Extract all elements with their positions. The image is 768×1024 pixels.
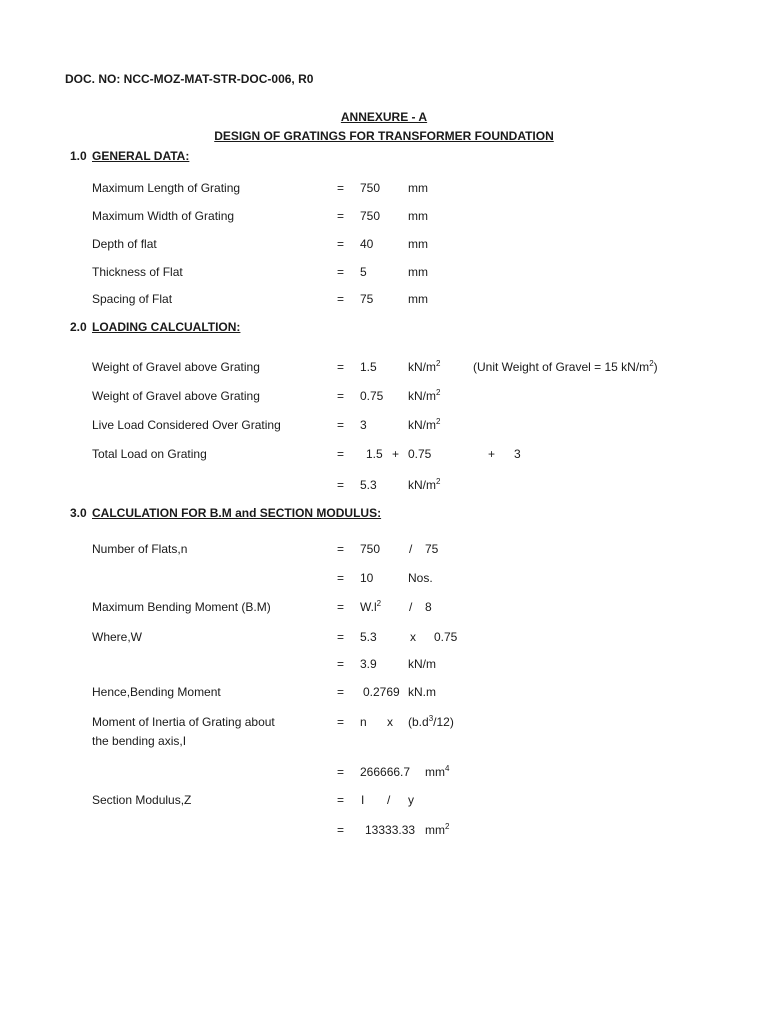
document-title: DESIGN OF GRATINGS FOR TRANSFORMER FOUNDATION [214, 129, 554, 143]
equals-sign: = [337, 657, 345, 671]
load-term: 1.5 [366, 447, 383, 461]
row-value: 3 [360, 418, 367, 432]
row-label: Live Load Considered Over Grating [92, 418, 281, 432]
document-number: DOC. NO: NCC-MOZ-MAT-STR-DOC-006, R0 [65, 72, 314, 86]
row-value: $(b.d^3/12)$ [408, 714, 454, 729]
row-unit: $kN/m^2$ [408, 477, 441, 492]
equals-sign: = [337, 715, 345, 729]
row-label: Weight of Gravel above Grating [92, 389, 260, 403]
row-value: 75 [425, 542, 439, 556]
row-value: y [408, 793, 414, 807]
plus-sign: + [488, 447, 496, 461]
row-label: Maximum Bending Moment (B.M) [92, 600, 271, 614]
row-unit: kN/m [408, 657, 436, 671]
row-value: 5 [360, 265, 367, 279]
row-label: Section Modulus,Z [92, 793, 192, 807]
row-value: n [360, 715, 367, 729]
row-unit: $kN/m^2$ [408, 359, 441, 374]
load-term: 3 [514, 447, 521, 461]
row-label: Moment of Inertia of Grating about [92, 715, 275, 729]
operator: / [409, 542, 413, 556]
equals-sign: = [337, 418, 345, 432]
load-term: 0.75 [408, 447, 432, 461]
equals-sign: = [337, 389, 345, 403]
row-label: Where,W [92, 630, 143, 644]
row-unit: Nos. [408, 571, 433, 585]
row-unit: $kN/m^2$ [408, 388, 441, 403]
row-value: 8 [425, 600, 432, 614]
section-1-number: 1.0 [70, 149, 87, 163]
row-label: the bending axis,I [92, 734, 187, 748]
equals-sign: = [337, 630, 345, 644]
row-value: I [361, 793, 365, 807]
section-2-heading: LOADING CALCUALTION: [92, 320, 241, 334]
row-unit: mm [408, 237, 428, 251]
equals-sign: = [337, 360, 345, 374]
row-unit: $kN/m^2$ [408, 417, 441, 432]
equals-sign: = [337, 265, 345, 279]
row-value: 750 [360, 181, 381, 195]
row-value: 266666.7 [360, 765, 411, 779]
row-unit: mm [408, 209, 428, 223]
equals-sign: = [337, 237, 345, 251]
section-3-number: 3.0 [70, 506, 87, 520]
row-value: 0.75 [360, 389, 384, 403]
row-unit: mm [408, 181, 428, 195]
row-label: Maximum Length of Grating [92, 181, 241, 195]
plus-sign: + [392, 447, 400, 461]
row-label: Thickness of Flat [92, 265, 183, 279]
operator: / [409, 600, 413, 614]
equals-sign: = [337, 209, 345, 223]
row-value: 0.75 [434, 630, 458, 644]
equals-sign: = [337, 765, 345, 779]
section-1-heading: GENERAL DATA: [92, 149, 190, 163]
equals-sign: = [337, 542, 345, 556]
unit-weight-note: (Unit Weight of Gravel = 15 $kN/m^2$) [473, 359, 658, 374]
row-label: Number of Flats,n [92, 542, 188, 556]
row-value: 13333.33 [365, 823, 416, 837]
row-value: 40 [360, 237, 374, 251]
row-value: $W.l^2$ [360, 599, 382, 614]
annexure-label: ANNEXURE - A [340, 110, 428, 124]
operator: x [387, 715, 393, 729]
row-value: 3.9 [360, 657, 377, 671]
row-value: 1.5 [360, 360, 377, 374]
row-value: 5.3 [360, 478, 377, 492]
row-value: 750 [360, 542, 381, 556]
row-value: 75 [360, 292, 374, 306]
row-value: 10 [360, 571, 374, 585]
operator: x [410, 630, 416, 644]
row-value: 0.2769 [363, 685, 400, 699]
row-unit: kN.m [408, 685, 436, 699]
row-label: Weight of Gravel above Grating [92, 360, 260, 374]
row-value: 5.3 [360, 630, 377, 644]
row-unit: $mm^2$ [425, 822, 450, 837]
equals-sign: = [337, 600, 345, 614]
equals-sign: = [337, 793, 345, 807]
row-unit: mm [408, 265, 428, 279]
operator: / [387, 793, 391, 807]
row-unit: $mm^4$ [425, 764, 450, 779]
equals-sign: = [337, 685, 345, 699]
equals-sign: = [337, 478, 345, 492]
row-label: Depth of flat [92, 237, 157, 251]
row-unit: mm [408, 292, 428, 306]
equals-sign: = [337, 181, 345, 195]
section-2-number: 2.0 [70, 320, 87, 334]
row-label: Maximum Width of Grating [92, 209, 235, 223]
row-label: Spacing of Flat [92, 292, 173, 306]
row-value: 750 [360, 209, 381, 223]
row-label: Hence,Bending Moment [92, 685, 221, 699]
equals-sign: = [337, 823, 345, 837]
section-3-heading: CALCULATION FOR B.M and SECTION MODULUS: [92, 506, 382, 520]
equals-sign: = [337, 447, 345, 461]
equals-sign: = [337, 292, 345, 306]
equals-sign: = [337, 571, 345, 585]
row-label: Total Load on Grating [92, 447, 207, 461]
